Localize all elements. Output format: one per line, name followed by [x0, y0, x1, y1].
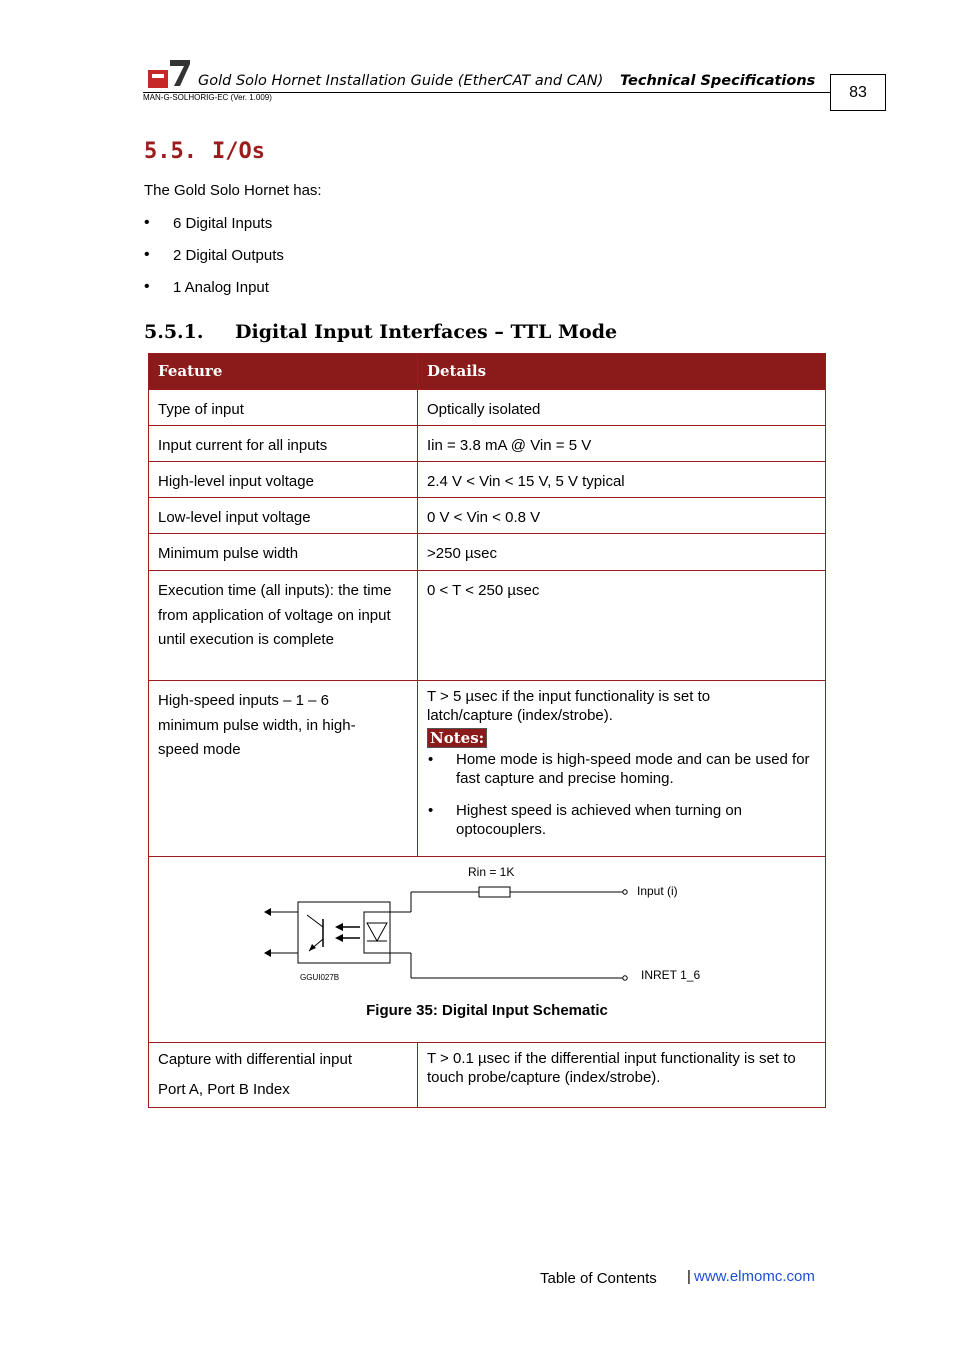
input-label: Input (i): [637, 884, 678, 898]
table-row: [149, 426, 826, 462]
feature-cell: High-speed inputs – 1 – 6 minimum pulse width, in high-speed mode: [149, 681, 418, 857]
feature-cell: Type of input: [149, 390, 418, 426]
details-text: T > 5 µsec if the input functionality is set to latch/capture (index/strobe).: [427, 688, 711, 724]
feature-cell: High-level input voltage: [149, 462, 418, 498]
section-heading: [144, 139, 265, 164]
details-cell: Iin = 3.8 mA @ Vin = 5 V: [418, 426, 826, 462]
schematic-code: GGUI027B: [300, 973, 340, 982]
list-item: • Highest speed is achieved when turning on optocouplers.: [427, 801, 825, 839]
rin-label: Rin = 1K: [468, 865, 515, 879]
figure-row: [149, 857, 826, 1043]
table-row: [149, 1043, 826, 1108]
table-row: [149, 390, 826, 426]
section-title: I/Os: [212, 139, 265, 164]
details-cell: 2.4 V < Vin < 15 V, 5 V typical: [418, 462, 826, 498]
header-details: Details: [418, 354, 826, 390]
notes-list: [427, 750, 825, 839]
footer-separator: |: [687, 1268, 691, 1285]
inret-terminal-icon: [623, 976, 627, 980]
digital-input-schematic: [257, 857, 717, 992]
website-link[interactable]: www.elmomc.com: [694, 1268, 815, 1285]
feature-cell: Input current for all inputs: [149, 426, 418, 462]
table-row: [149, 462, 826, 498]
list-item: • 1 Analog Input: [144, 279, 284, 311]
notes-label: Notes:: [427, 728, 487, 748]
io-list: [144, 215, 284, 311]
elmo-logo-icon: [148, 58, 190, 88]
table-row: [149, 498, 826, 534]
inret-label: INRET 1_6: [641, 968, 701, 982]
feature-line: Port A, Port B Index: [158, 1081, 290, 1098]
figure-caption: Figure 35: Digital Input Schematic: [366, 1002, 608, 1019]
subsection-number: 5.5.1.: [144, 321, 204, 343]
list-item: • 2 Digital Outputs: [144, 247, 284, 279]
table-header-row: [149, 354, 826, 390]
input-terminal-icon: [623, 890, 627, 894]
details-cell: 0 V < Vin < 0.8 V: [418, 498, 826, 534]
feature-cell: [149, 1043, 418, 1108]
resistor-icon: [479, 887, 510, 897]
feature-line: Capture with differential input: [158, 1051, 353, 1068]
digital-input-table: [148, 353, 826, 1108]
feature-cell: Execution time (all inputs): the time from application of voltage on input until execution is complete: [149, 571, 418, 681]
list-item: • Home mode is high-speed mode and can be used for fast capture and precise homing.: [427, 750, 825, 788]
feature-cell: Minimum pulse width: [149, 534, 418, 571]
header-section: Technical Specifications: [620, 73, 816, 89]
details-cell: [418, 681, 826, 857]
details-cell: 0 < T < 250 µsec: [418, 571, 826, 681]
page-number: 83: [830, 74, 886, 111]
details-cell: T > 0.1 µsec if the differential input functionality is set to touch probe/capture (index/strobe).: [418, 1043, 826, 1108]
section-number: 5.5.: [144, 139, 197, 164]
details-cell: >250 µsec: [418, 534, 826, 571]
table-row: [149, 571, 826, 681]
figure-cell: [149, 857, 826, 1043]
intro-text: The Gold Solo Hornet has:: [144, 182, 322, 199]
feature-cell: Low-level input voltage: [149, 498, 418, 534]
header-title: Gold Solo Hornet Installation Guide (EtherCAT and CAN): [198, 73, 604, 89]
table-of-contents-link[interactable]: Table of Contents: [540, 1270, 657, 1287]
table-row: [149, 534, 826, 571]
header-feature: Feature: [149, 354, 418, 390]
document-id: MAN-G-SOLHORIG-EC (Ver. 1.009): [143, 93, 272, 102]
list-item: • 6 Digital Inputs: [144, 215, 284, 247]
table-row: [149, 681, 826, 857]
details-cell: Optically isolated: [418, 390, 826, 426]
subsection-heading: [144, 321, 617, 343]
subsection-title: Digital Input Interfaces – TTL Mode: [235, 321, 618, 343]
